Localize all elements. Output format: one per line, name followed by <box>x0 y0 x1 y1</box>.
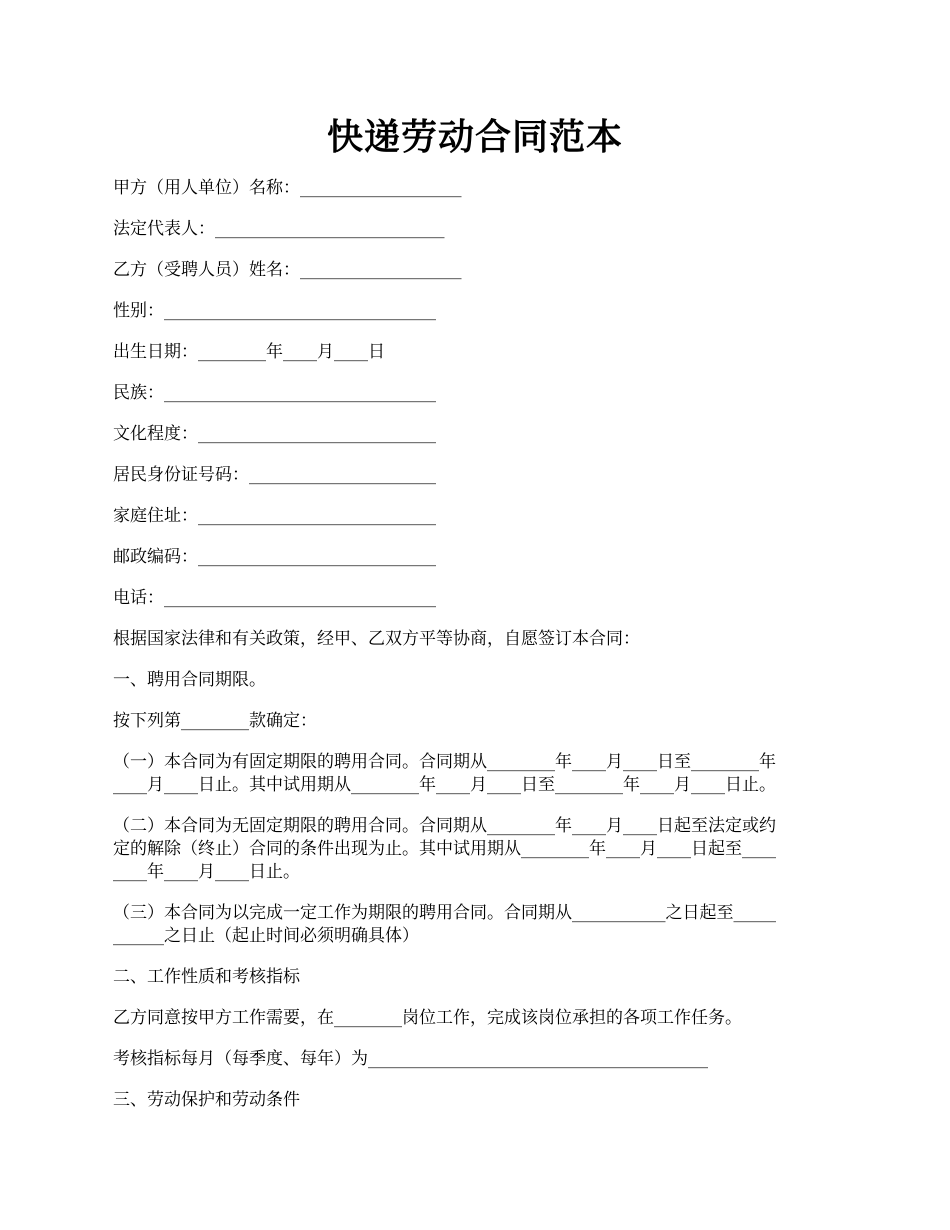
phone-field: 电话：________________________________ <box>113 588 436 608</box>
preamble-paragraph: 根据国家法律和有关政策，经甲、乙双方平等协商，自愿签订本合同： <box>113 629 640 649</box>
clause-2-line: （二）本合同为无固定期限的聘用合同。合同期从________年____月____日起至法定或约 <box>113 816 776 836</box>
document-body <box>113 177 839 1130</box>
section-1-heading: 一、聘用合同期限。 <box>113 670 266 690</box>
job-position-paragraph: 乙方同意按甲方工作需要，在________岗位工作，完成该岗位承担的各项工作任务。 <box>113 1008 742 1028</box>
gender-field: 性别：________________________________ <box>113 301 436 321</box>
birth-date-field: 出生日期：________年____月____日 <box>113 342 385 362</box>
ethnicity-field: 民族：________________________________ <box>113 383 436 403</box>
clause-1-paragraph <box>113 751 839 797</box>
section-2-heading: 二、工作性质和考核指标 <box>113 967 300 987</box>
employee-name-field: 乙方（受聘人员）姓名：___________________ <box>113 260 462 280</box>
clause-selection-line: 按下列第________款确定： <box>113 711 317 731</box>
clause-3-paragraph <box>113 902 839 948</box>
clause-3-line: ______之日止（起止时间必须明确具体） <box>113 926 419 946</box>
employer-name-field: 甲方（用人单位）名称：___________________ <box>113 178 462 198</box>
section-3-heading: 三、劳动保护和劳动条件 <box>113 1090 300 1110</box>
education-field: 文化程度：____________________________ <box>113 424 436 444</box>
clause-2-line: 定的解除（终止）合同的条件出现为止。其中试用期从________年____月____日起至____ <box>113 839 776 859</box>
postal-code-field: 邮政编码：____________________________ <box>113 547 436 567</box>
id-number-field: 居民身份证号码：______________________ <box>113 465 436 485</box>
clause-2-line: ____年____月____日止。 <box>113 862 300 882</box>
legal-representative-field: 法定代表人：___________________________ <box>113 219 445 239</box>
assessment-paragraph: 考核指标每月（每季度、每年）为________________________________________ <box>113 1049 708 1069</box>
clause-2-paragraph <box>113 815 839 884</box>
document-title: 快递劳动合同范本 <box>326 116 623 158</box>
home-address-field: 家庭住址：____________________________ <box>113 506 436 526</box>
clause-3-line: （三）本合同为以完成一定工作为期限的聘用合同。合同期从___________之日起至_____ <box>113 903 776 923</box>
clause-1-line: ____月____日止。其中试用期从________年____月____日至________年____月____日止。 <box>113 775 776 795</box>
clause-1-line: （一）本合同为有固定期限的聘用合同。合同期从________年____月____日至________年 <box>113 752 776 772</box>
